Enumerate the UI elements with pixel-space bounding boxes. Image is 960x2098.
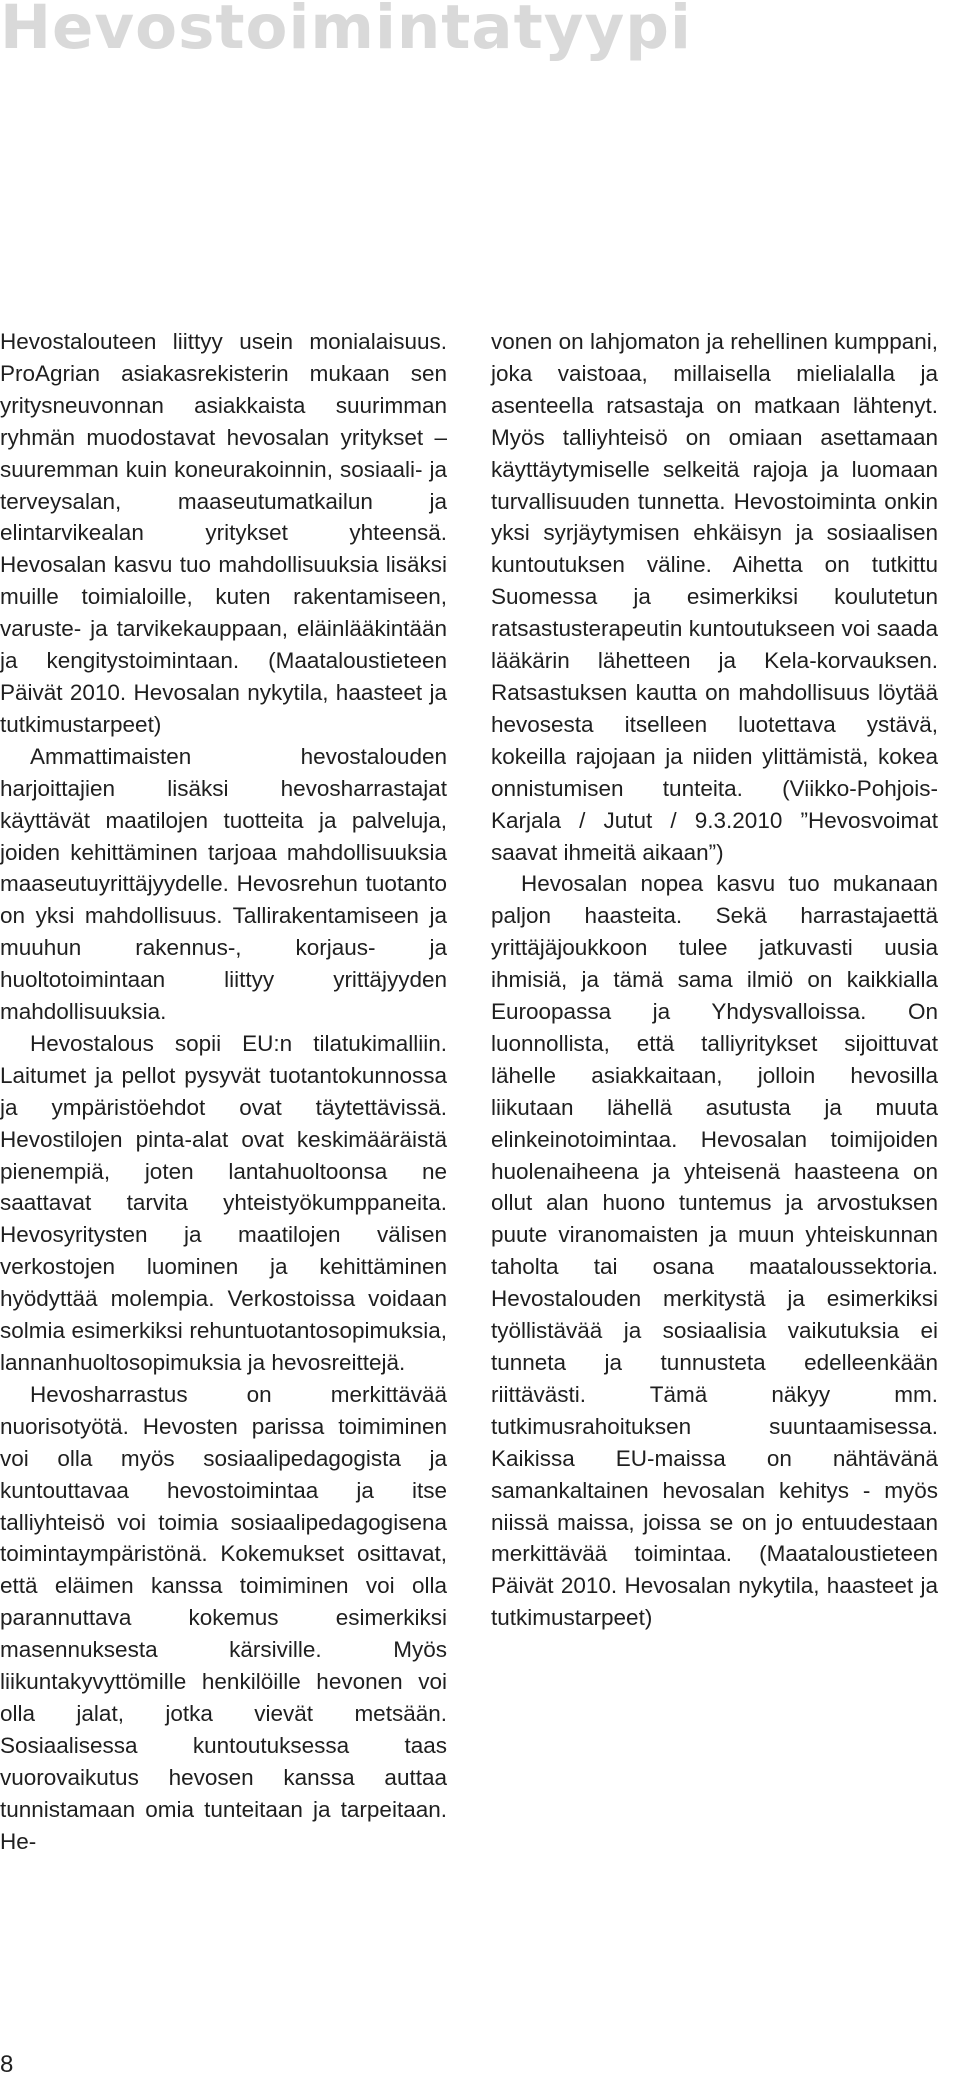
- paragraph: Hevosalan nopea kasvu tuo mukanaan paljon haasteita. Sekä harrastajaettä yrittäjäjoukkoon tulee jatkuvasti uusia ihmisiä, ja tämä sama ilmiö on kaikkialla Euroopassa ja Yhdysvalloissa. On luonnollista, että talliyritykset sijoittuvat lähelle asiakkaitaan, jolloin hevosilla liikutaan lähellä asutusta ja muuta elinkeinotoimintaa. Hevosalan toimijoiden huolenaiheena ja yhteisenä haasteena on ollut alan huono tuntemus ja arvostuksen puute viranomaisten ja muun yhteiskunnan taholta tai osana maataloussektoria. Hevostalouden merkitystä ja esimerkiksi työllistävää ja sosiaalisia vaikutuksia ei tunneta ja tunnusteta edelleenkään riittävästi. Tämä näkyy mm. tutkimusrahoituksen suuntaamisessa. Kaikissa EU-maissa on nähtävänä samankaltainen hevosalan kehitys - myös niissä maissa, joissa se on jo entuudestaan merkittävää toimintaa. (Maataloustieteen Päivät 2010. Hevosalan nykytila, haasteet ja tutkimustarpeet): [491, 871, 938, 1631]
- right-column: [491, 326, 938, 1634]
- left-column: [0, 326, 447, 1858]
- page-title: Hevostoimintatyypi: [0, 0, 692, 63]
- paragraph: Hevostalous sopii EU:n tilatukimalliin. Laitumet ja pellot pysyvät tuotantokunnossa ja ympäristöehdot ovat täytettävissä. Hevostilojen pinta-alat ovat keskimääräistä pienempiä, joten lantahuoltoonsa ne saattavat tarvita yhteistyökumppaneita. Hevosyritysten ja maatilojen välisen verkostojen luominen ja kehittäminen hyödyttää molempia. Verkostoissa voidaan solmia esimerkiksi rehuntuotantosopimuksia, lannanhuoltosopimuksia ja hevosreittejä.: [0, 1030, 447, 1375]
- paragraph: vonen on lahjomaton ja rehellinen kumppani, joka vaistoaa, millaisella mielialalla ja asenteella ratsastaja on matkaan lähtenyt. Myös talliyhteisö on omiaan asettamaan käyttäytymiselle selkeitä rajoja ja luomaan turvallisuuden tunnetta. Hevostoiminta onkin yksi syrjäytymisen ehkäisyn ja sosiaalisen kuntoutuksen väline. Aihetta on tutkittu Suomessa ja esimerkiksi koulutetun ratsastusterapeutin kuntoutukseen voi saada lääkärin lähetteen ja Kela-korvauksen. Ratsastuksen kautta on mahdollisuus löytää hevosesta itselleen luotettava ystävä, kokeilla rajojaan ja niiden ylittämistä, kokea onnistumisen tunteita. (Viikko-Pohjois-Karjala / Jutut / 9.3.2010 ”Hevosvoimat saavat ihmeitä aikaan”): [491, 329, 938, 865]
- paragraph: Hevostalouteen liittyy usein monialaisuus. ProAgrian asiakasrekisterin mukaan sen yritysneuvonnan asiakkaista suurimman ryhmän muodostavat hevosalan yritykset – suuremman kuin koneurakoinnin, sosiaali- ja terveysalan, maaseutumatkailun ja elintarvikealan yritykset yhteensä. Hevosalan kasvu tuo mahdollisuuksia lisäksi muille toimialoille, kuten rakentamiseen, varuste- ja tarvikekauppaan, eläinlääkintään ja kengitystoimintaan. (Maataloustieteen Päivät 2010. Hevosalan nykytila, haasteet ja tutkimustarpeet): [0, 329, 447, 737]
- page-number: 8: [0, 2051, 14, 2078]
- paragraph: Ammattimaisten hevostalouden harjoittajien lisäksi hevosharrastajat käyttävät maatilojen tuotteita ja palveluja, joiden kehittäminen tarjoaa mahdollisuuksia maaseutuyrittäjyydelle. Hevosrehun tuotanto on yksi mahdollisuus. Tallirakentamiseen ja muuhun rakennus-, korjaus- ja huoltotoimintaan liittyy yrittäjyyden mahdollisuuksia.: [0, 743, 447, 1025]
- paragraph: Hevosharrastus on merkittävää nuorisotyötä. Hevosten parissa toimiminen voi olla myös sosiaalipedagogista ja kuntouttavaa hevostoimintaa ja itse talliyhteisö voi toimia sosiaalipedagogisena toimintaympäristönä. Kokemukset osittavat, että eläimen kanssa toimiminen voi olla parannuttava kokemus esimerkiksi masennuksesta kärsiville. Myös liikuntakyvyttömille henkilöille hevonen voi olla jalat, jotka vievät metsään. Sosiaalisessa kuntoutuksessa taas vuorovaikutus hevosen kanssa auttaa tunnistamaan omia tunteitaan ja tarpeitaan. He-: [0, 1381, 447, 1854]
